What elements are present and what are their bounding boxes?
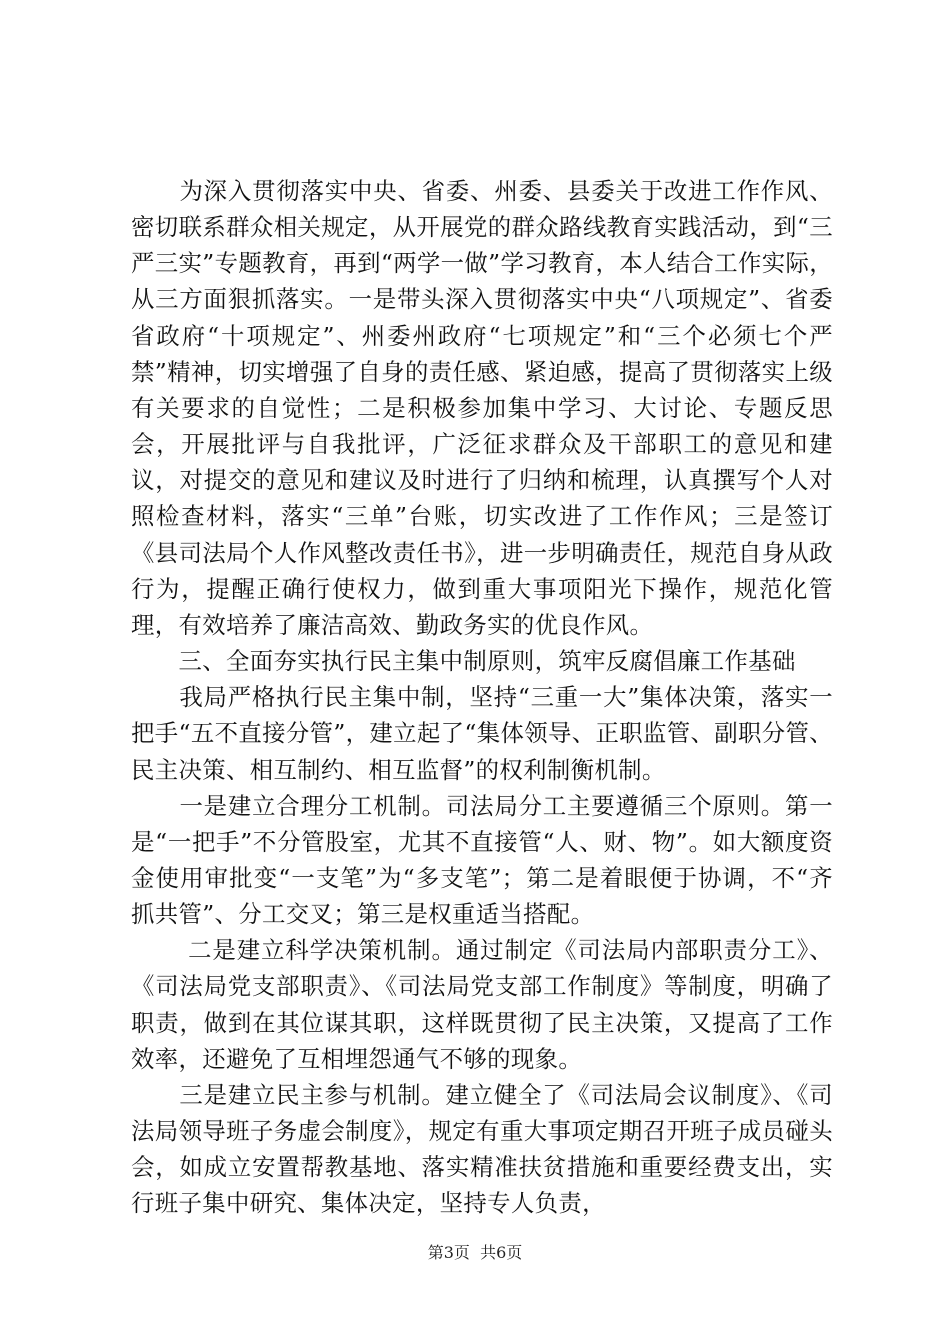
paragraph-democratic-participation: 三是建立民主参与机制。建立健全了《司法局会议制度》、《司法局领导班子务虚会制度》，规定有重大事项定期召开班子成员碰头会，如成立安置帮教基地、落实精准扶贫措施和重要经费支出，实行班子集中研究、集体决定，坚持专人负责， (131, 1080, 833, 1218)
paragraph-division-of-labor: 一是建立合理分工机制。司法局分工主要遵循三个原则。第一是“一把手”不分管股室，尤其不直接管“人、财、物”。如大额度资金使用审批变“一支笔”为“多支笔”；第二是着眼便于协调，不“齐抓共管”、分工交叉；第三是权重适当搭配。 (131, 791, 833, 929)
paragraph-work-style: 为深入贯彻落实中央、省委、州委、县委关于改进工作作风、密切联系群众相关规定，从开展党的群众路线教育实践活动，到“三严三实”专题教育，再到“两学一做”学习教育，本人结合工作实际，从三方面狠抓落实。一是带头深入贯彻落实中央“八项规定”、省委省政府“十项规定”、州委州政府“七项规定”和“三个必须七个严禁”精神，切实增强了自身的责任感、紧迫感，提高了贯彻落实上级有关要求的自觉性；二是积极参加集中学习、大讨论、专题反思会，开展批评与自我批评，广泛征求群众及干部职工的意见和建议，对提交的意见和建议及时进行了归纳和梳理，认真撰写个人对照检查材料，落实“三单”台账，切实改进了工作作风；三是签订《县司法局个人作风整改责任书》，进一步明确责任，规范自身从政行为，提醒正确行使权力，做到重大事项阳光下操作，规范化管理，有效培养了廉洁高效、勤政务实的优良作风。 (131, 177, 833, 639)
paragraph-scientific-decision: 二是建立科学决策机制。通过制定《司法局内部职责分工》、《司法局党支部职责》、《司法局党支部工作制度》等制度，明确了职责，做到在其位谋其职，这样既贯彻了民主决策，又提高了工作效率，还避免了互相埋怨通气不够的现象。 (131, 936, 833, 1073)
paragraph-democratic-centralism: 我局严格执行民主集中制，坚持“三重一大”集体决策，落实一把手“五不直接分管”，建立起了“集体领导、正职监管、副职分管、民主决策、相互制约、相互监督”的权利制衡机制。 (131, 683, 833, 784)
section-heading-democratic-centralism: 三、全面夯实执行民主集中制原则，筑牢反腐倡廉工作基础 (131, 647, 796, 676)
page-number-footer: 第3页 共6页 (427, 1243, 523, 1262)
document-body (131, 173, 833, 1222)
